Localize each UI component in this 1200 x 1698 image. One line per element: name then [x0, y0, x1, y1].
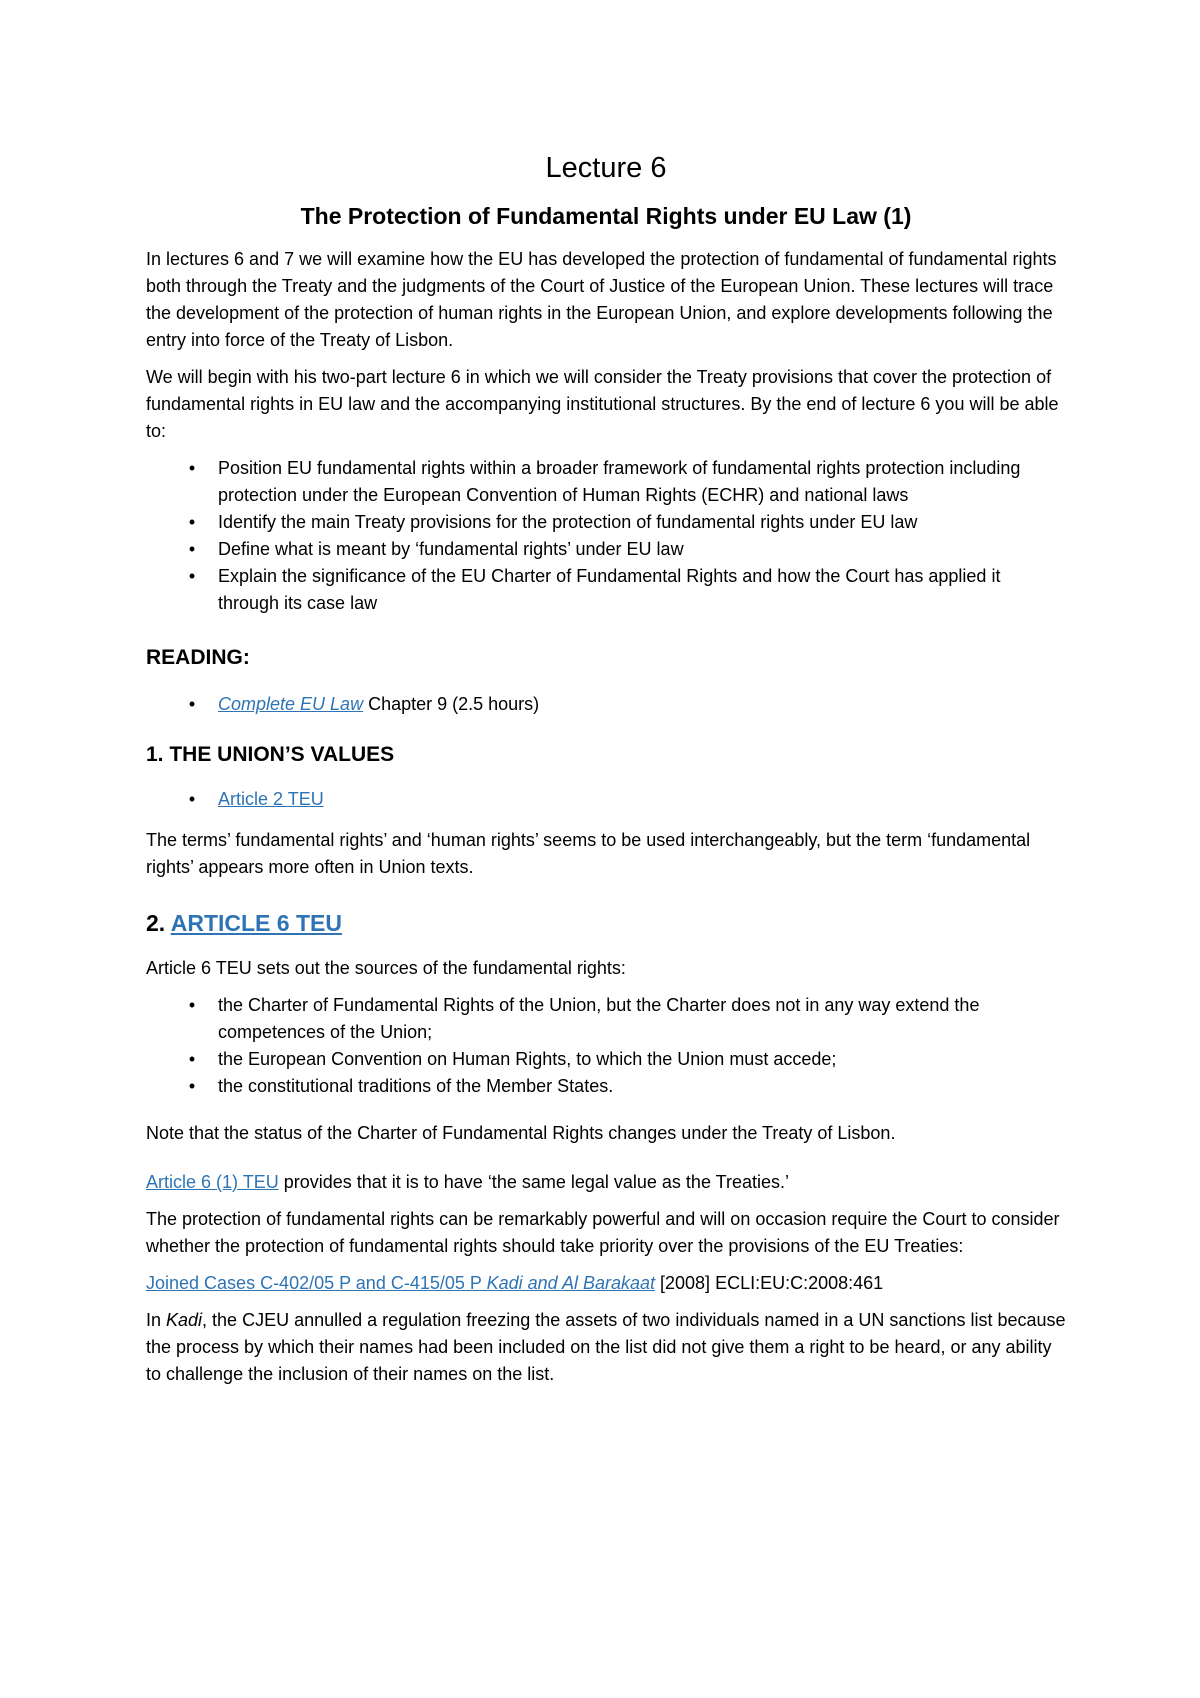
list-item	[188, 1073, 1066, 1100]
kadi-case-link-name: Kadi and Al Barakaat	[486, 1273, 656, 1293]
objective-text: Define what is meant by ‘fundamental rights’ under EU law	[218, 539, 684, 559]
document-body	[146, 148, 1066, 1398]
begin-paragraph: We will begin with his two-part lecture 6 in which we will consider the Treaty provisions that cover the protection of fundamental rights in EU law and the accompanying institutional structures. By the end of lecture 6 you will be able to:	[146, 367, 1059, 441]
kadi-citation	[146, 1270, 1066, 1297]
objectives-list	[146, 455, 1066, 617]
section-2-heading	[146, 907, 1066, 939]
charter-note: Note that the status of the Charter of Fundamental Rights changes under the Treaty of Lisbon.	[146, 1123, 896, 1143]
reading-heading: READING:	[146, 646, 250, 669]
list-item	[188, 786, 1066, 813]
page-subtitle: The Protection of Fundamental Rights under EU Law (1)	[300, 203, 912, 229]
bullet-icon: •	[188, 566, 196, 586]
list-item	[188, 536, 1066, 563]
section-1-list	[146, 786, 1066, 813]
kadi-paragraph	[146, 1307, 1066, 1388]
reading-item-text: Chapter 9 (2.5 hours)	[363, 694, 540, 714]
section-1-heading: 1. THE UNION’S VALUES	[146, 743, 395, 766]
objective-text: Position EU fundamental rights within a broader framework of fundamental rights protection including protection under the European Convention of Human Rights (ECHR) and national laws	[218, 458, 1021, 505]
kadi-citation-rest: [2008] ECLI:EU:C:2008:461	[655, 1273, 884, 1293]
kadi-paragraph-name: Kadi	[166, 1310, 203, 1330]
intro-paragraph: In lectures 6 and 7 we will examine how the EU has developed the protection of fundamental of fundamental rights both through the Treaty and the judgments of the Court of Justice of the European Union. These lectures will trace the development of the protection of human rights in the European Union, and explore developments following the entry into force of the Treaty of Lisbon.	[146, 249, 1057, 350]
kadi-paragraph-prefix: In	[146, 1310, 167, 1330]
source-text: the Charter of Fundamental Rights of the Union, but the Charter does not in any way extend the competences of the Union;	[218, 995, 980, 1042]
objective-text: Explain the significance of the EU Charter of Fundamental Rights and how the Court has applied it through its case law	[218, 566, 1001, 613]
list-item	[188, 691, 1066, 718]
article-6-1-paragraph	[146, 1169, 1066, 1196]
bullet-icon: •	[188, 694, 196, 714]
bullet-icon: •	[188, 1049, 196, 1069]
list-item	[188, 992, 1066, 1046]
source-text: the constitutional traditions of the Member States.	[218, 1076, 614, 1096]
bullet-icon: •	[188, 995, 196, 1015]
article-2-teu-link[interactable]: Article 2 TEU	[218, 789, 324, 809]
article-6-teu-heading-link[interactable]: ARTICLE 6 TEU	[170, 910, 342, 936]
kadi-case-link[interactable]	[146, 1273, 655, 1293]
list-item	[188, 563, 1066, 617]
kadi-case-link-prefix: Joined Cases C-402/05 P and C-415/05 P	[146, 1273, 487, 1293]
objective-text: Identify the main Treaty provisions for the protection of fundamental rights under EU law	[218, 512, 918, 532]
kadi-paragraph-rest: , the CJEU annulled a regulation freezing the assets of two individuals named in a UN sanctions list because the process by which their names had been included on the list did not give them a right to be heard, or any ability to challenge the inclusion of their names on the list.	[146, 1310, 1066, 1384]
bullet-icon: •	[188, 539, 196, 559]
page-title: Lecture 6	[545, 152, 667, 184]
bullet-icon: •	[188, 512, 196, 532]
list-item	[188, 455, 1066, 509]
protection-paragraph: The protection of fundamental rights can be remarkably powerful and will on occasion require the Court to consider whether the protection of fundamental rights should take priority over the provisions of the EU Treaties:	[146, 1209, 1060, 1256]
complete-eu-law-link[interactable]: Complete EU Law	[218, 694, 364, 714]
bullet-icon: •	[188, 458, 196, 478]
list-item	[188, 509, 1066, 536]
article-6-1-teu-link[interactable]: Article 6 (1) TEU	[146, 1172, 279, 1192]
list-item	[188, 1046, 1066, 1073]
bullet-icon: •	[188, 1076, 196, 1096]
article-6-1-text: provides that it is to have ‘the same legal value as the Treaties.’	[278, 1172, 789, 1192]
section-2-number: 2.	[146, 910, 171, 936]
reading-list	[146, 691, 1066, 718]
sources-intro: Article 6 TEU sets out the sources of the fundamental rights:	[146, 958, 626, 978]
bullet-icon: •	[188, 789, 196, 809]
source-text: the European Convention on Human Rights, to which the Union must accede;	[218, 1049, 837, 1069]
terms-paragraph: The terms’ fundamental rights’ and ‘human rights’ seems to be used interchangeably, but the term ‘fundamental rights’ appears more often in Union texts.	[146, 830, 1031, 877]
sources-list	[146, 992, 1066, 1100]
